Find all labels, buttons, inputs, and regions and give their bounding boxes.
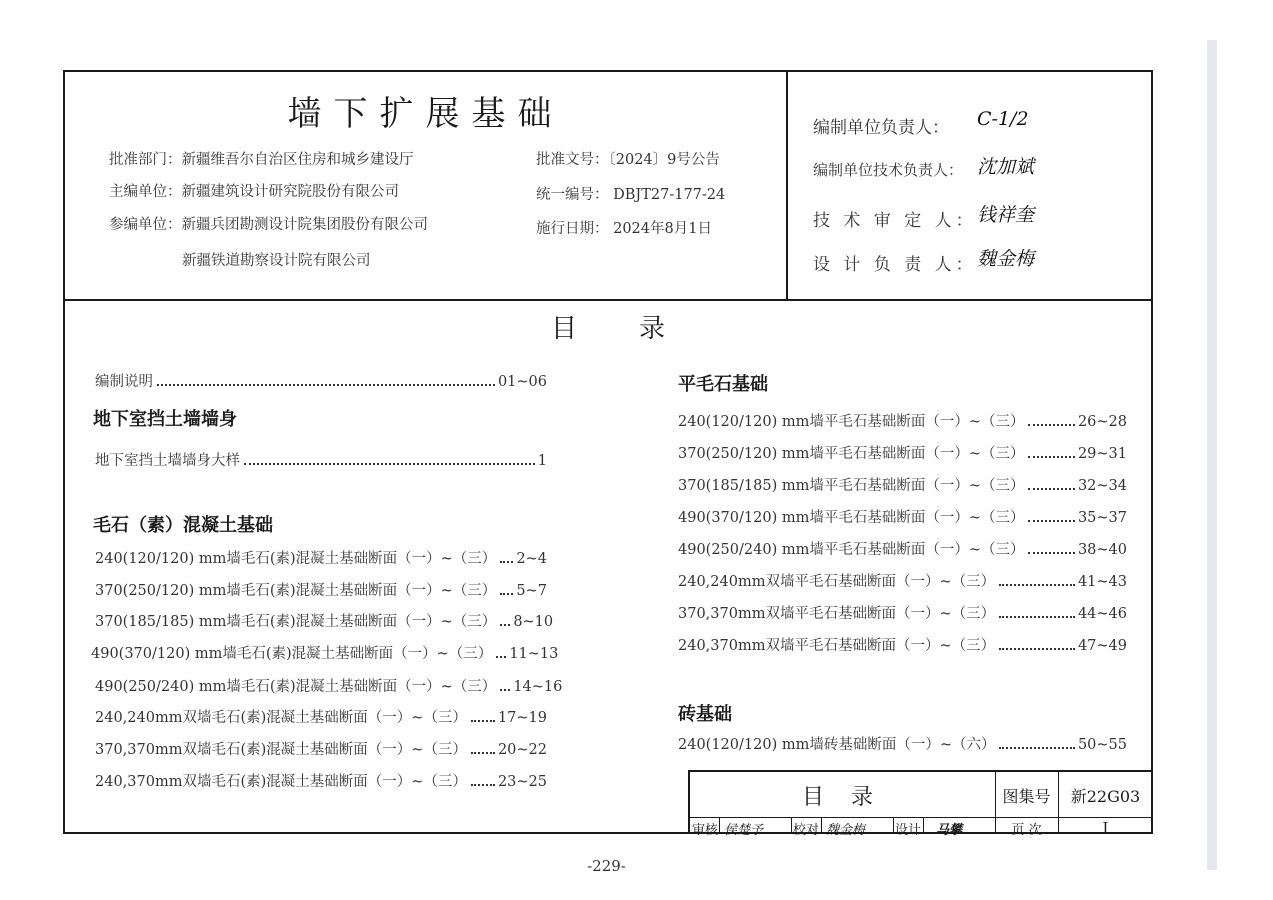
toc-entry[interactable]: [678, 506, 1127, 527]
toc-entry[interactable]: [95, 770, 547, 791]
page-title: 墙下扩展基础: [287, 94, 564, 134]
entry-page: 32~34: [1077, 478, 1127, 494]
sig-label-tech-head: 编制单位技术负责人：: [813, 161, 964, 179]
toc-entry[interactable]: [678, 733, 1127, 754]
dot-leader: [999, 584, 1075, 586]
toc-entry[interactable]: [91, 642, 559, 663]
co-unit-1: 参编单位：新疆兵团勘测设计院集团股份有限公司: [109, 217, 428, 233]
entry-label: 地下室挡土墙墙身大样: [95, 453, 240, 469]
entry-label: 编制说明: [95, 374, 153, 390]
toc-entry[interactable]: [678, 474, 1127, 495]
design-signature: 马攀: [936, 823, 963, 838]
dot-leader: [999, 648, 1075, 650]
scan-edge: [1207, 40, 1217, 870]
dot-leader: [500, 624, 510, 626]
toc-entry[interactable]: [95, 579, 547, 600]
toc-entry[interactable]: [95, 547, 547, 568]
signature-tech-head: 沈加斌: [977, 156, 1035, 178]
entry-label: 370(250/120) mm墙毛石(素)混凝土基础断面（一）~（三）: [95, 583, 497, 599]
unified-no: 统一编号： DBJT27-177-24: [536, 187, 726, 203]
design-label: 设计: [895, 823, 922, 838]
dot-leader: [471, 784, 495, 786]
atlas-number: 新22G03: [1070, 787, 1141, 806]
dot-leader: [999, 616, 1075, 618]
entry-label: 370,370mm双墙平毛石基础断面（一）~（三）: [678, 606, 996, 622]
sig-label-unit-head: 编制单位负责人：: [813, 118, 949, 138]
entry-page: 50~55: [1077, 737, 1127, 753]
entry-page: 35~37: [1077, 510, 1127, 526]
entry-page: 26~28: [1077, 414, 1127, 430]
entry-page: 23~25: [497, 774, 547, 790]
section-heading-rubble-concrete: 毛石（素）混凝土基础: [93, 515, 273, 536]
dot-leader: [1028, 520, 1074, 522]
header-divider: [786, 72, 788, 299]
entry-page: 38~40: [1077, 542, 1127, 558]
page-value: I: [1102, 819, 1109, 837]
entry-label: 240(120/120) mm墙砖基础断面（一）~（六）: [678, 737, 996, 753]
toc-entry[interactable]: [95, 675, 563, 696]
review-signature: 侯楚予: [724, 823, 764, 838]
check-label: 校对: [793, 823, 820, 838]
title-block: [688, 770, 1153, 838]
signature-design-lead: 魏金梅: [977, 248, 1035, 270]
entry-page: 8~10: [513, 614, 554, 630]
entry-label: 370(185/185) mm墙毛石(素)混凝土基础断面（一）~（三）: [95, 614, 497, 630]
toc-entry[interactable]: [678, 410, 1127, 431]
section-heading-retaining-wall: 地下室挡土墙墙身: [93, 409, 237, 430]
toc-entry[interactable]: [678, 634, 1127, 655]
dot-leader: [500, 593, 513, 595]
toc-entry[interactable]: [95, 738, 547, 759]
dot-leader: [244, 463, 535, 465]
entry-page: 01~06: [497, 374, 547, 390]
dot-leader: [1028, 488, 1074, 490]
dot-leader: [500, 561, 513, 563]
entry-label: 240,370mm双墙平毛石基础断面（一）~（三）: [678, 638, 996, 654]
entry-label: 490(370/120) mm墙毛石(素)混凝土基础断面（一）~（三）: [91, 646, 493, 662]
dot-leader: [999, 747, 1074, 749]
approval-no: 批准文号：〔2024〕9号公告: [536, 152, 720, 168]
entry-label: 370,370mm双墙毛石(素)混凝土基础断面（一）~（三）: [95, 742, 467, 758]
dot-leader: [1028, 456, 1074, 458]
section-heading-flat-rubble: 平毛石基础: [678, 374, 768, 395]
entry-label: 370(250/120) mm墙平毛石基础断面（一）~（三）: [678, 446, 1025, 462]
entry-label: 370(185/185) mm墙平毛石基础断面（一）~（三）: [678, 478, 1025, 494]
effective-date: 施行日期： 2024年8月1日: [536, 221, 712, 237]
dot-leader: [496, 656, 506, 658]
entry-page: 2~4: [516, 551, 547, 567]
chief-unit: 主编单位：新疆建筑设计研究院股份有限公司: [109, 184, 399, 200]
page-number: -229-: [587, 857, 626, 875]
entry-page: 29~31: [1077, 446, 1127, 462]
toc-entry-intro[interactable]: [95, 370, 547, 391]
atlas-label: 图集号: [1002, 787, 1051, 806]
review-label: 审核: [692, 823, 719, 838]
dot-leader: [500, 689, 510, 691]
title-block-name: 目 录: [802, 785, 883, 810]
dot-leader: [157, 384, 495, 386]
entry-page: 1: [537, 453, 547, 469]
entry-page: 11~13: [509, 646, 559, 662]
toc-entry[interactable]: [678, 442, 1127, 463]
co-unit-2: 新疆铁道勘察设计院有限公司: [182, 253, 371, 269]
toc-entry[interactable]: [678, 538, 1127, 559]
entry-label: 240(120/120) mm墙平毛石基础断面（一）~（三）: [678, 414, 1025, 430]
toc-title: 目录: [550, 314, 727, 344]
page-label: 页 次: [1011, 823, 1042, 838]
entry-label: 490(250/240) mm墙毛石(素)混凝土基础断面（一）~（三）: [95, 679, 497, 695]
entry-label: 240,370mm双墙毛石(素)混凝土基础断面（一）~（三）: [95, 774, 467, 790]
entry-label: 240(120/120) mm墙毛石(素)混凝土基础断面（一）~（三）: [95, 551, 497, 567]
dot-leader: [471, 720, 495, 722]
check-signature: 魏金梅: [826, 823, 866, 838]
toc-entry[interactable]: [678, 602, 1127, 623]
toc-entry[interactable]: [95, 610, 554, 631]
entry-page: 17~19: [497, 710, 547, 726]
toc-entry[interactable]: [678, 570, 1127, 591]
sig-label-design-lead: 设 计 负 责 人：: [813, 255, 977, 275]
entry-page: 20~22: [497, 742, 547, 758]
toc-entry[interactable]: [95, 706, 547, 727]
sig-label-reviewer: 技 术 审 定 人：: [813, 211, 977, 231]
dot-leader: [471, 752, 495, 754]
entry-page: 14~16: [513, 679, 563, 695]
signature-unit-head: C-1/2: [977, 108, 1029, 130]
dot-leader: [1028, 424, 1074, 426]
entry-page: 5~7: [516, 583, 547, 599]
signature-reviewer: 钱祥奎: [977, 204, 1035, 226]
entry-label: 240,240mm双墙平毛石基础断面（一）~（三）: [678, 574, 996, 590]
entry-label: 490(250/240) mm墙平毛石基础断面（一）~（三）: [678, 542, 1025, 558]
toc-entry[interactable]: [95, 449, 547, 470]
drawing-sheet: [63, 70, 1153, 838]
entry-page: 44~46: [1077, 606, 1127, 622]
entry-page: 47~49: [1077, 638, 1127, 654]
header-bottom-line: [65, 299, 1151, 301]
entry-label: 490(370/120) mm墙平毛石基础断面（一）~（三）: [678, 510, 1025, 526]
dot-leader: [1028, 552, 1074, 554]
approval-dept: 批准部门：新疆维吾尔自治区住房和城乡建设厅: [109, 152, 414, 168]
entry-label: 240,240mm双墙毛石(素)混凝土基础断面（一）~（三）: [95, 710, 467, 726]
section-heading-brick: 砖基础: [678, 704, 732, 725]
entry-page: 41~43: [1077, 574, 1127, 590]
